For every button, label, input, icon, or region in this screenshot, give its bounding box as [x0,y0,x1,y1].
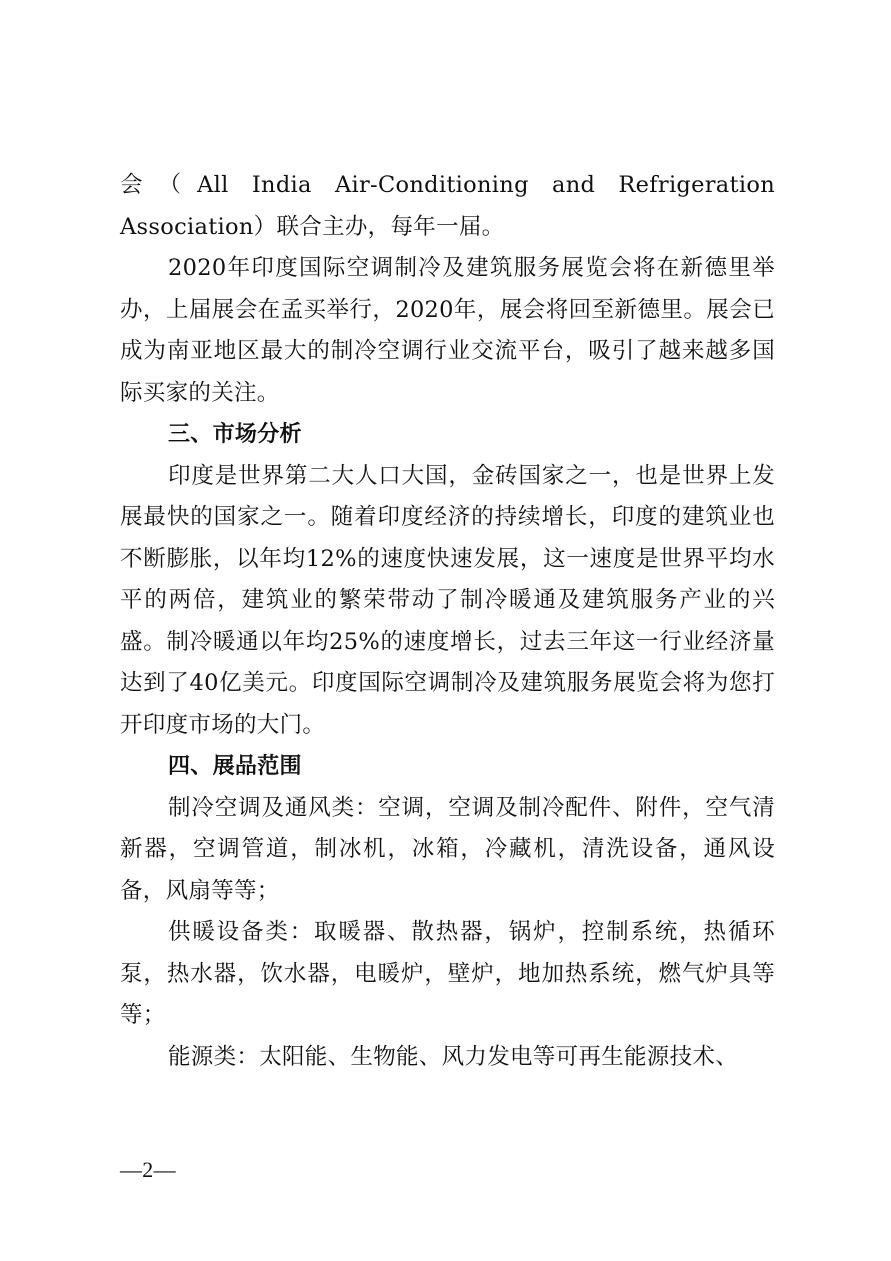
paragraph-exhibition-2020: 2020年印度国际空调制冷及建筑服务展览会将在新德里举办，上届展会在孟买举行，2020年，展会将回至新德里。展会已成为南亚地区最大的制冷空调行业交流平台，吸引了越来越多国际买家的关注。 [120,255,775,406]
document-body [120,165,775,1078]
section-heading-market-analysis: 三、市场分析 [168,422,302,447]
page-number: —2— [120,1157,176,1182]
paragraph-association-continuation: 会（All India Air-Conditioning and Refrigeration Association）联合主办，每年一届。 [120,172,775,240]
paragraph-energy-category: 能源类：太阳能、生物能、风力发电等可再生能源技术、 [168,1043,739,1070]
paragraph-heating-category: 供暖设备类：取暖器、散热器，锅炉，控制系统，热循环泵，热水器，饮水器，电暖炉，壁炉，地加热系统，燃气炉具等等； [120,919,775,1028]
section-heading-exhibit-scope: 四、展品范围 [168,754,302,779]
paragraph-refrigeration-category: 制冷空调及通风类：空调，空调及制冷配件、附件，空气清新器，空调管道，制冰机，冰箱，冷藏机，清洗设备，通风设备，风扇等等； [120,794,775,904]
paragraph-market-analysis: 印度是世界第二大人口大国，金砖国家之一，也是世界上发展最快的国家之一。随着印度经济的持续增长，印度的建筑业也不断膨胀，以年均12%的速度快速发展，这一速度是世界平均水平的两倍，建筑业的繁荣带动了制冷暖通及建筑服务产业的兴盛。制冷暖通以年均25%的速度增长，过去三年这一行业经济量达到了40亿美元。印度国际空调制冷及建筑服务展览会将为您打开印度市场的大门。 [120,462,775,738]
